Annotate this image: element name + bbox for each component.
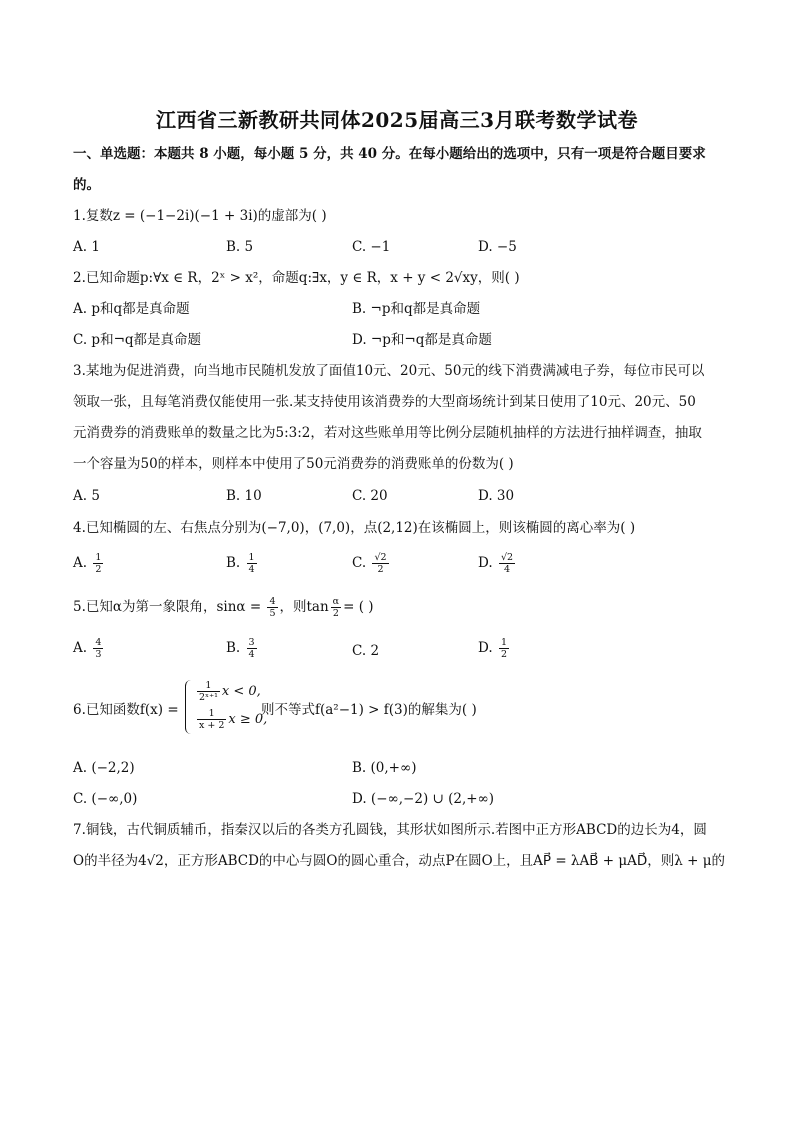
- q5-option-d-fraction: [499, 637, 509, 660]
- section-heading-line-2: 的。: [73, 177, 100, 193]
- q4-option-d-letter: D.: [478, 555, 493, 571]
- fraction-numerator: α: [332, 596, 340, 607]
- question-3-line-2: 领取一张，且每笔消费仅能使用一张.某支持使用该消费券的大型商场统计到某日使用了10元、20元、50: [73, 394, 696, 410]
- fraction-denominator: 4: [503, 564, 511, 575]
- fraction-denominator: 3: [95, 649, 102, 660]
- q2-option-b: B. ¬p和q都是真命题: [352, 301, 481, 317]
- q4-option-b: [226, 552, 259, 575]
- q6-piece-1: [195, 680, 261, 703]
- q5-option-a-letter: A.: [73, 640, 88, 656]
- q5-option-d-letter: D.: [478, 640, 493, 656]
- fraction-denominator: 2: [500, 649, 507, 660]
- q1-option-b: B. 5: [226, 239, 254, 255]
- q5-option-b-letter: B.: [226, 640, 241, 656]
- q5-stem-post: = ( ): [343, 599, 374, 615]
- fraction-denominator: 4: [248, 564, 255, 575]
- q5-option-c-letter: C.: [352, 643, 367, 659]
- q4-option-c-fraction: [372, 552, 388, 575]
- fraction-denominator: 2: [332, 608, 339, 619]
- q4-option-a-fraction: [93, 552, 103, 575]
- q5-option-d: [478, 637, 511, 660]
- question-3-line-1: 3.某地为促进消费，向当地市民随机发放了面值10元、20元、50元的线下消费满减电子券，每位市民可以: [73, 363, 705, 379]
- question-4-stem: 4.已知椭圆的左、右焦点分别为(−7,0)，(7,0)，点(2,12)在该椭圆上，则该椭圆的离心率为( ): [73, 520, 636, 536]
- piecewise-brace: [185, 680, 194, 734]
- q6-option-d: D. (−∞,−2) ∪ (2,+∞): [352, 791, 495, 807]
- fraction-denominator: x + 2: [199, 720, 225, 731]
- q4-option-d-fraction: [499, 552, 515, 575]
- q5-half-angle-fraction: [331, 596, 341, 619]
- q5-option-b-fraction: [247, 637, 257, 660]
- q4-option-c-letter: C.: [352, 555, 367, 571]
- q3-option-c: C. 20: [352, 488, 388, 504]
- q1-option-c: C. −1: [352, 239, 391, 255]
- q5-option-b: [226, 637, 259, 660]
- q2-option-c: C. p和¬q都是真命题: [73, 332, 202, 348]
- q2-option-d: D. ¬p和¬q都是真命题: [352, 332, 492, 348]
- fraction-numerator: 1: [197, 680, 220, 692]
- q5-stem-mid: ，则tan: [279, 599, 329, 615]
- q4-option-a-letter: A.: [73, 555, 88, 571]
- fraction-denominator: 4: [248, 649, 255, 660]
- section-heading-line-1: 一、单选题：本题共 8 小题，每小题 5 分，共 40 分。在每小题给出的选项中，只有一项是符合题目要求: [73, 146, 706, 162]
- fraction-numerator: 1: [95, 552, 102, 563]
- q5-option-a: [73, 637, 105, 660]
- page-title: 江西省三新教研共同体2025届高三3月联考数学试卷: [155, 108, 639, 132]
- fraction-numerator: 1: [248, 552, 255, 563]
- q6-piece-1-fraction: [197, 680, 220, 703]
- question-3-line-4: 一个容量为50的样本，则样本中使用了50元消费券的消费账单的份数为( ): [73, 456, 514, 472]
- q5-option-c-value: 2: [370, 643, 380, 659]
- question-2-stem: 2.已知命题p:∀x ∈ R，2ˣ > x²，命题q:∃x，y ∈ R，x + y < 2√xy，则( ): [73, 270, 520, 286]
- q6-piece-1-condition: x < 0,: [221, 684, 261, 699]
- fraction-numerator: 1: [500, 637, 507, 648]
- q1-option-a: A. 1: [73, 239, 100, 255]
- fraction-numerator: √2: [500, 552, 514, 563]
- q1-option-d: D. −5: [478, 239, 517, 255]
- q5-option-a-fraction: [93, 637, 103, 660]
- fraction-denominator: 5: [269, 608, 276, 619]
- q6-label: 6.已知函数f(x) =: [73, 702, 179, 718]
- q3-option-a: A. 5: [73, 488, 100, 504]
- q4-option-a: [73, 552, 105, 575]
- question-1-stem: 1.复数z = (−1−2i)(−1 + 3i)的虚部为( ): [73, 208, 327, 224]
- question-7-line-1: 7.铜钱，古代铜质辅币，指秦汉以后的各类方孔圆钱，其形状如图所示.若图中正方形ABCD的边长为4，圆: [73, 822, 707, 838]
- q4-option-c: [352, 552, 391, 575]
- q6-option-b: B. (0,+∞): [352, 760, 417, 776]
- fraction-numerator: √2: [374, 552, 387, 563]
- q3-option-b: B. 10: [226, 488, 262, 504]
- fraction-denominator: 2: [95, 564, 102, 575]
- fraction-numerator: 1: [197, 708, 226, 720]
- question-7-line-2: O的半径为4√2，正方形ABCD的中心与圆O的圆心重合，动点P在圆O上，且AP⃗ = λAB⃗ + μAD⃗，则λ + μ的: [73, 853, 726, 869]
- question-5-stem: [73, 596, 374, 619]
- q4-option-b-letter: B.: [226, 555, 241, 571]
- q3-option-d: D. 30: [478, 488, 515, 504]
- fraction-numerator: 4: [95, 637, 102, 648]
- q6-tail: 则不等式f(a²−1) > f(3)的解集为( ): [261, 702, 477, 718]
- q6-piece-2-fraction: [197, 708, 226, 731]
- question-3-line-3: 元消费券的消费账单的数量之比为5:3:2，若对这些账单用等比例分层随机抽样的方法进行抽样调查，抽取: [73, 425, 702, 441]
- q2-option-a: A. p和q都是真命题: [73, 301, 190, 317]
- fraction-numerator: 4: [269, 596, 276, 607]
- q6-piece-2: [195, 708, 267, 731]
- q4-option-d: [478, 552, 517, 575]
- q5-option-c: [352, 641, 379, 661]
- q6-piece-2-condition: x ≥ 0,: [228, 712, 268, 727]
- q4-option-b-fraction: [247, 552, 257, 575]
- fraction-denominator: 2ˣ⁺¹: [199, 692, 218, 703]
- q5-stem-pre: 5.已知α为第一象限角，sinα =: [73, 599, 262, 615]
- q5-sin-fraction: [267, 596, 277, 619]
- q6-option-a: A. (−2,2): [73, 760, 135, 776]
- q6-option-c: C. (−∞,0): [73, 791, 138, 807]
- fraction-denominator: 2: [377, 564, 384, 575]
- fraction-numerator: 3: [248, 637, 255, 648]
